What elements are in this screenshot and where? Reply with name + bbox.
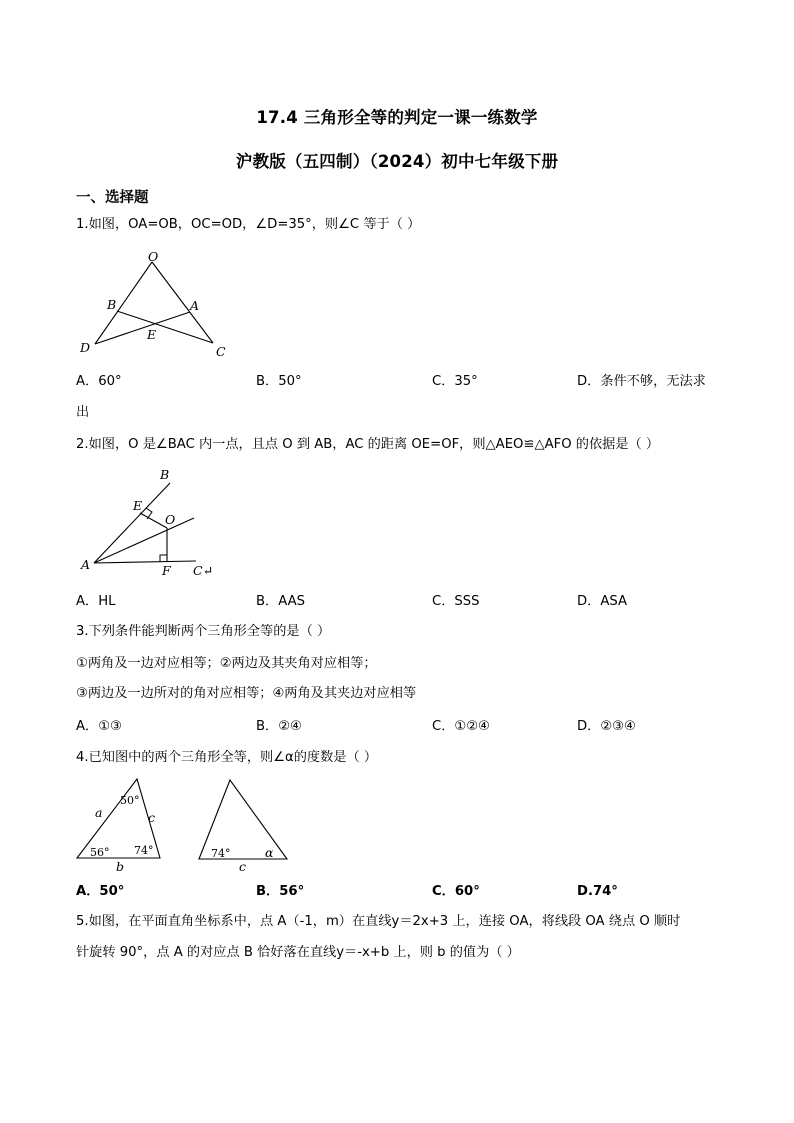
q2-option-c: C．SSS — [432, 594, 480, 609]
q4-option-c: C．60° — [432, 884, 480, 899]
q4-option-a: A．50° — [76, 884, 125, 899]
q1-option-d-wrap: 出 — [76, 405, 90, 420]
q1-figure — [76, 248, 236, 363]
q3-option-c: C．①②④ — [432, 719, 490, 734]
q3-condition-line-1: ①两角及一边对应相等；②两边及其夹角对应相等； — [76, 656, 377, 671]
q1-option-a: A．60° — [76, 374, 122, 389]
q2-label-b: B — [160, 467, 170, 482]
q3-option-d: D．②③④ — [577, 719, 636, 734]
q4-fig1-right-angle: 74° — [134, 844, 154, 857]
q1-label-c: C — [216, 344, 226, 359]
q4-fig2-right-angle: α — [265, 845, 274, 860]
q1-label-d: D — [80, 340, 91, 355]
q2-label-c: C↵ — [193, 563, 214, 578]
q4-option-b: B．56° — [256, 884, 305, 899]
document-subtitle: 沪教版（五四制）（2024）初中七年级下册 — [235, 152, 559, 171]
q2-option-b: B．AAS — [256, 594, 306, 609]
q4-fig1-side-c: c — [148, 810, 156, 825]
q1-stem: 1.如图，OA=OB，OC=OD，∠D=35°，则∠C 等于（ ） — [76, 217, 421, 232]
q2-stem: 2.如图，O 是∠BAC 内一点，且点 O 到 AB，AC 的距离 OE=OF，则△AEO≌△AFO 的依据是（ ） — [76, 437, 660, 452]
q4-figure-2 — [198, 777, 290, 874]
q1-option-d: D．条件不够，无法求 — [577, 374, 706, 389]
q2-option-d: D．ASA — [577, 594, 628, 609]
q5-stem-line-1: 5.如图，在平面直角坐标系中，点 A（-1，m）在直线y＝2x+3 上，连接 OA，将线段 OA 绕点 O 顺时 — [76, 914, 681, 929]
q2-label-o: O — [165, 512, 176, 527]
q3-option-b: B．②④ — [256, 719, 302, 734]
q3-option-a: A．①③ — [76, 719, 122, 734]
q4-fig1-side-a: a — [95, 805, 103, 820]
q4-fig1-top-angle: 50° — [120, 794, 140, 807]
q4-stem: 4.已知图中的两个三角形全等，则∠α的度数是（ ） — [76, 750, 378, 765]
q1-label-b: B — [107, 297, 117, 312]
q2-label-a: A — [81, 557, 91, 572]
q2-label-f: F — [162, 563, 171, 578]
q3-stem: 3.下列条件能判断两个三角形全等的是（ ） — [76, 624, 331, 639]
document-title: 17.4 三角形全等的判定一课一练数学 — [256, 108, 538, 127]
q1-label-e: E — [147, 327, 157, 342]
q1-label-a: A — [190, 298, 200, 313]
section-heading-choice: 一、选择题 — [76, 190, 149, 206]
q1-option-c: C．35° — [432, 374, 478, 389]
q4-fig2-side-c: c — [239, 859, 247, 874]
q2-figure — [76, 466, 226, 581]
q4-fig2-left-angle: 74° — [211, 847, 231, 860]
q4-fig1-side-b: b — [116, 859, 125, 874]
q3-condition-line-2: ③两边及一边所对的角对应相等；④两角及其夹边对应相等 — [76, 686, 417, 701]
q2-label-e: E — [133, 498, 143, 513]
q1-label-o: O — [148, 249, 159, 264]
q4-option-d: D.74° — [577, 884, 618, 899]
q5-stem-line-2: 针旋转 90°，点 A 的对应点 B 恰好落在直线y＝-x+b 上，则 b 的值为（ ） — [76, 945, 520, 960]
q1-option-b: B．50° — [256, 374, 302, 389]
q4-fig1-left-angle: 56° — [90, 846, 110, 859]
q4-figure-1 — [76, 776, 171, 874]
q2-option-a: A．HL — [76, 594, 116, 609]
